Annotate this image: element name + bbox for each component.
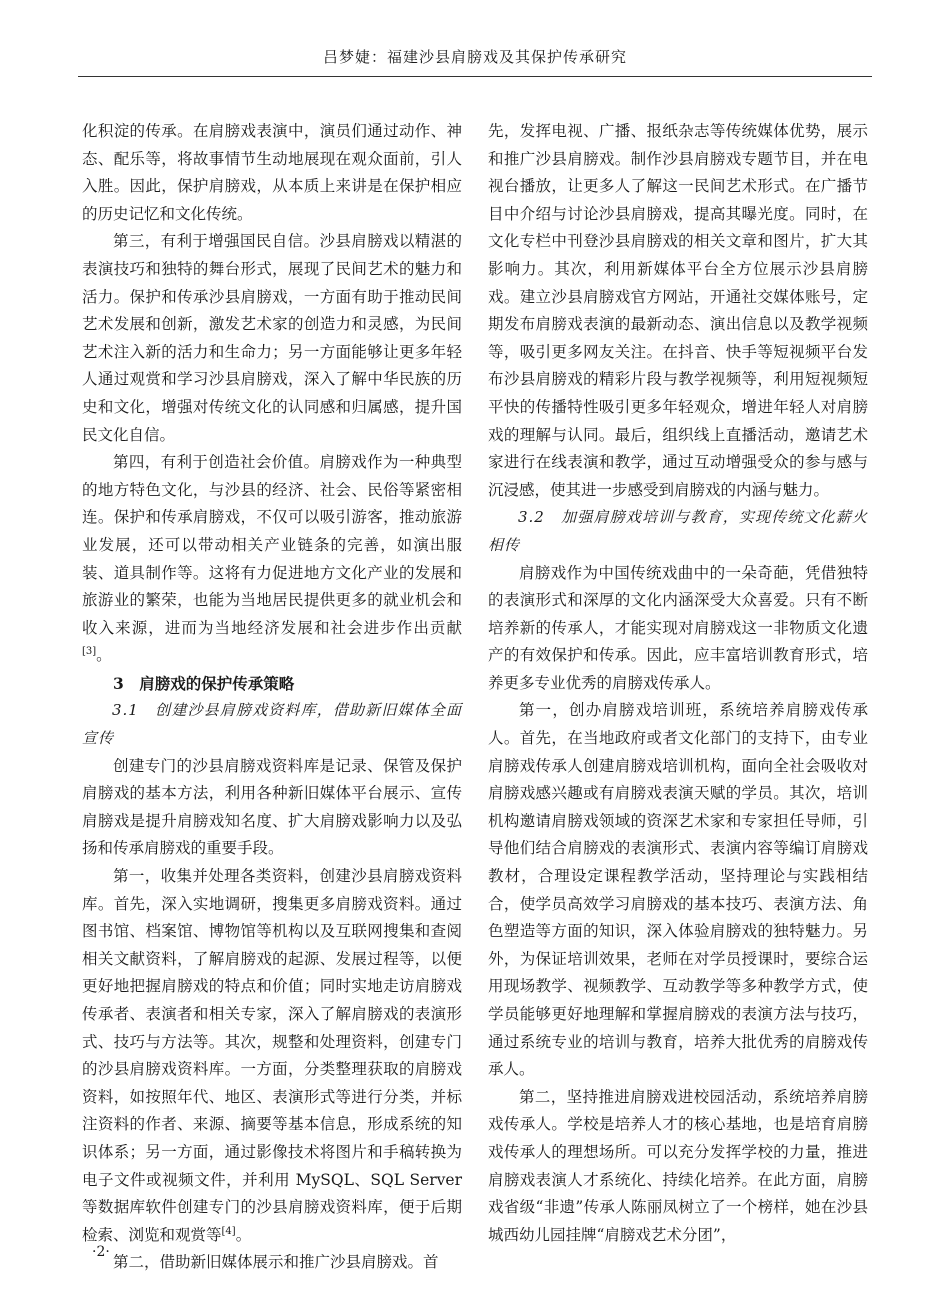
subsection-heading: 3.2 加强肩膀戏培训与教育，实现传统文化薪火相传 (488, 508, 868, 554)
paragraph: 创建专门的沙县肩膀戏资料库是记录、保管及保护肩膀戏的基本方法，利用各种新旧媒体平台展示、宣传肩膀戏是提升肩膀戏知名度、扩大肩膀戏影响力以及弘扬和传承肩膀戏的重要手段。 (82, 756, 462, 858)
paragraph: 先，发挥电视、广播、报纸杂志等传统媒体优势，展示和推广沙县肩膀戏。制作沙县肩膀戏专题节目，并在电视台播放，让更多人了解这一民间艺术形式。在广播节目中介绍与讨论沙县肩膀戏，提高其曝光度。同时，在文化专栏中刊登沙县肩膀戏的相关文章和图片，扩大其影响力。其次，利用新媒体平台全方位展示沙县肩膀戏。建立沙县肩膀戏官方网站，开通社交媒体账号，定期发布肩膀戏表演的最新动态、演出信息以及教学视频等，吸引更多网友关注。在抖音、快手等短视频平台发布沙县肩膀戏的精彩片段与教学视频等，利用短视频短平快的传播特性吸引更多年轻观众，增进年轻人对肩膀戏的理解与认同。最后，组织线上直播活动，邀请艺术家进行在线表演和教学，通过互动增强受众的参与感与沉浸感，使其进一步感受到肩膀戏的内涵与魅力。 (488, 122, 868, 499)
punctuation: 。 (96, 646, 112, 665)
paragraph (82, 863, 462, 1249)
paragraph-text: 第一，收集并处理各类资料，创建沙县肩膀戏资料库。首先，深入实地调研，搜集更多肩膀戏资料。通过图书馆、档案馆、博物馆等机构以及互联网搜集和查阅相关文献资料，了解肩膀戏的起源、发展过程等，以便更好地把握肩膀戏的特点和价值；同时实地走访肩膀戏传承者、表演者和相关专家，深入了解肩膀戏的表演形式、技巧与方法等。其次，规整和处理资料，创建专门的沙县肩膀戏资料库。一方面，分类整理获取的肩膀戏资料，如按照年代、地区、表演形式等进行分类，并标注资料的作者、来源、摘要等基本信息，形成系统的知识体系；另一方面，通过影像技术将图片和手稿转换为电子文件或视频文件，并利用 MySQL、SQL Server 等数据库软件创建专门的沙县肩膀戏资料库，便于后期检索、浏览和观赏等 (82, 867, 462, 1244)
right-column (488, 118, 868, 1249)
punctuation: 。 (235, 1225, 252, 1244)
left-column (82, 118, 462, 1277)
subsection-heading: 3.1 创建沙县肩膀戏资料库，借助新旧媒体全面宣传 (82, 701, 462, 748)
paragraph: 第一，创办肩膀戏培训班，系统培养肩膀戏传承人。首先，在当地政府或者文化部门的支持下，由专业肩膀戏传承人创建肩膀戏培训机构，面向全社会吸收对肩膀戏感兴趣或有肩膀戏表演天赋的学员。其次，培训机构邀请肩膀戏领域的资深艺术家和专家担任导师，引导他们结合肩膀戏的表演形式、表演内容等编订肩膀戏教材，合理设定课程教学活动，坚持理论与实践相结合，使学员高效学习肩膀戏的基本技巧、表演方法、角色塑造等方面的知识，深入体验肩膀戏的独特魅力。另外，为保证培训效果，老师在对学员授课时，要综合运用现场教学、视频教学、互动教学等多种教学方式，使学员能够更好地理解和掌握肩膀戏的表演方法与技巧，通过系统专业的培训与教育，培养大批优秀的肩膀戏传承人。 (488, 701, 868, 1079)
paragraph (82, 449, 462, 670)
paragraph: 肩膀戏作为中国传统戏曲中的一朵奇葩，凭借独特的表演形式和深厚的文化内涵深受大众喜爱。只有不断培养新的传承人，才能实现对肩膀戏这一非物质文化遗产的有效保护和传承。因此，应丰富培训教育形式，培养更多专业优秀的肩膀戏传承人。 (488, 563, 868, 692)
citation: [4] (221, 1225, 236, 1237)
page-number: ·2· (92, 1244, 110, 1260)
paragraph: 第二，借助新旧媒体展示和推广沙县肩膀戏。首 (113, 1253, 439, 1272)
citation: [3] (82, 646, 97, 658)
section-heading: 3 肩膀戏的保护传承策略 (113, 673, 295, 693)
paragraph-text: 第四，有利于创造社会价值。肩膀戏作为一种典型的地方特色文化，与沙县的经济、社会、民俗等紧密相连。保护和传承肩膀戏，不仅可以吸引游客，推动旅游业发展，还可以带动相关产业链条的完善，如演出服装、道具制作等。这将有力促进地方文化产业的发展和旅游业的繁荣，也能为当地居民提供更多的就业机会和收入来源，进而为当地经济发展和社会进步作出贡献 (82, 453, 462, 637)
running-header: 吕梦婕：福建沙县肩膀戏及其保护传承研究 (78, 46, 872, 77)
paragraph: 第二，坚持推进肩膀戏进校园活动，系统培养肩膀戏传承人。学校是培养人才的核心基地，也是培育肩膀戏传承人的理想场所。可以充分发挥学校的力量，推进肩膀戏表演人才系统化、持续化培养。在此方面，肩膀戏省级“非遗”传承人陈丽凤树立了一个榜样，她在沙县城西幼儿园挂牌“肩膀戏艺术分团”， (488, 1087, 868, 1244)
paragraph: 第三，有利于增强国民自信。沙县肩膀戏以精湛的表演技巧和独特的舞台形式，展现了民间艺术的魅力和活力。保护和传承沙县肩膀戏，一方面有助于推动民间艺术发展和创新，激发艺术家的创造力和灵感，为民间艺术注入新的活力和生命力；另一方面能够让更多年轻人通过观赏和学习沙县肩膀戏，深入了解中华民族的历史和文化，增强对传统文化的认同感和归属感，提升国民文化自信。 (82, 232, 462, 444)
paragraph: 化积淀的传承。在肩膀戏表演中，演员们通过动作、神态、配乐等，将故事情节生动地展现在观众面前，引人入胜。因此，保护肩膀戏，从本质上来讲是在保护相应的历史记忆和文化传统。 (82, 122, 462, 223)
